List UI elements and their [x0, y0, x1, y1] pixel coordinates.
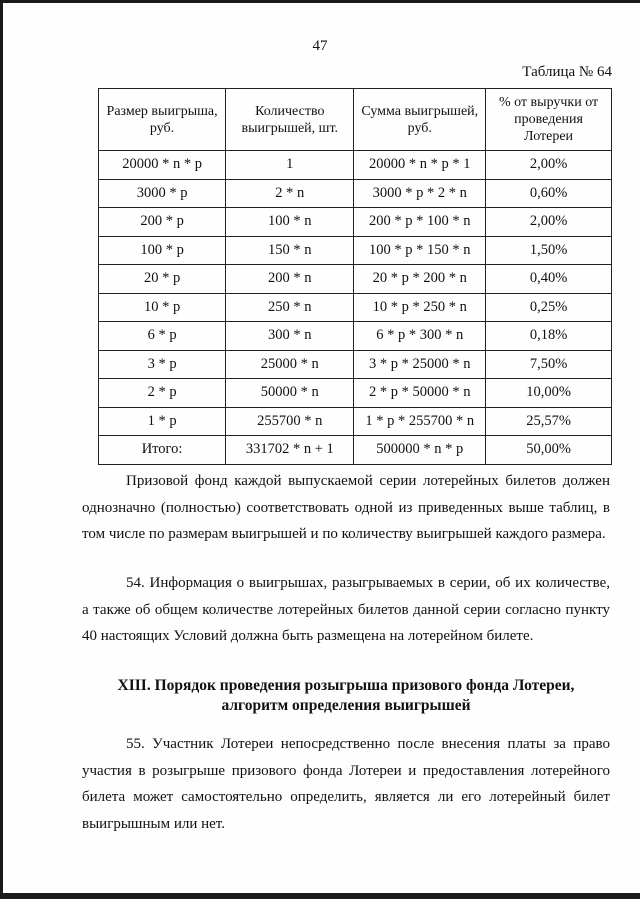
cell-prize-sum: 20 * p * 200 * n — [354, 265, 486, 294]
cell-prize-sum: 100 * p * 150 * n — [354, 236, 486, 265]
cell-prize-sum: 6 * p * 300 * n — [354, 322, 486, 351]
table-row — [99, 179, 612, 208]
cell-total-label: Итого: — [99, 436, 226, 465]
cell-revenue-percent: 2,00% — [486, 151, 612, 180]
cell-prize-size: 2 * p — [99, 379, 226, 408]
cell-revenue-percent: 2,00% — [486, 208, 612, 237]
cell-prize-size: 100 * p — [99, 236, 226, 265]
table-label: Таблица № 64 — [522, 64, 612, 80]
header-prize-size: Размер выигрыша, руб. — [99, 89, 226, 151]
cell-prize-size: 200 * p — [99, 208, 226, 237]
table-row — [99, 350, 612, 379]
cell-revenue-percent: 25,57% — [486, 407, 612, 436]
cell-prize-sum: 2 * p * 50000 * n — [354, 379, 486, 408]
cell-revenue-percent: 0,25% — [486, 293, 612, 322]
cell-prize-sum: 1 * p * 255700 * n — [354, 407, 486, 436]
table-row — [99, 322, 612, 351]
scan-border-bottom — [0, 893, 640, 899]
cell-prize-count: 150 * n — [226, 236, 354, 265]
cell-revenue-percent: 7,50% — [486, 350, 612, 379]
table-row — [99, 265, 612, 294]
header-revenue-percent: % от выручки от проведения Лотереи — [486, 89, 612, 151]
scan-border-left — [0, 0, 3, 899]
cell-prize-count: 1 — [226, 151, 354, 180]
table-row — [99, 379, 612, 408]
cell-prize-sum: 3 * p * 25000 * n — [354, 350, 486, 379]
table-row — [99, 293, 612, 322]
cell-revenue-percent: 0,60% — [486, 179, 612, 208]
page-number: 47 — [312, 38, 328, 54]
section-heading-line-2: алгоритм определения выигрышей — [221, 697, 471, 714]
paragraph-item-54: 54. Информация о выигрышах, разыгрываемых в серии, об их количестве, а также об общем количестве лотерейных билетов данной серии согласно пункту 40 настоящих Условий должна быть размещена на лотерейном билете. — [82, 575, 610, 644]
cell-prize-count: 100 * n — [226, 208, 354, 237]
cell-total-sum: 500000 * n * p — [354, 436, 486, 465]
cell-revenue-percent: 0,40% — [486, 265, 612, 294]
table-row — [99, 407, 612, 436]
cell-revenue-percent: 10,00% — [486, 379, 612, 408]
paragraph-prize-fund: Призовой фонд каждой выпускаемой серии лотерейных билетов должен однозначно (полностью) соответствовать одной из приведенных выше таблиц, в том числе по размерам выигрышей и по количеству выигрышей каждого размера. — [82, 473, 610, 542]
cell-revenue-percent: 1,50% — [486, 236, 612, 265]
section-heading-line-1: XIII. Порядок проведения розыгрыша призового фонда Лотереи, — [117, 677, 575, 694]
cell-prize-count: 2 * n — [226, 179, 354, 208]
cell-prize-count: 255700 * n — [226, 407, 354, 436]
cell-revenue-percent: 0,18% — [486, 322, 612, 351]
prize-table — [98, 88, 612, 465]
cell-prize-sum: 3000 * p * 2 * n — [354, 179, 486, 208]
paragraph-item-55: 55. Участник Лотереи непосредственно после внесения платы за право участия в розыгрыше призового фонда Лотереи и предоставления лотерейного билета может самостоятельно определить, является ли его лотерейный билет выигрышным или нет. — [82, 736, 610, 832]
cell-prize-count: 250 * n — [226, 293, 354, 322]
cell-prize-size: 3 * p — [99, 350, 226, 379]
table-header-row — [99, 89, 612, 151]
scan-border-top — [0, 0, 640, 3]
cell-prize-size: 20 * p — [99, 265, 226, 294]
header-prize-sum: Сумма выигрышей, руб. — [354, 89, 486, 151]
table-row — [99, 151, 612, 180]
cell-prize-count: 25000 * n — [226, 350, 354, 379]
cell-prize-sum: 20000 * n * p * 1 — [354, 151, 486, 180]
cell-prize-sum: 200 * p * 100 * n — [354, 208, 486, 237]
cell-total-percent: 50,00% — [486, 436, 612, 465]
cell-prize-size: 6 * p — [99, 322, 226, 351]
table-row — [99, 236, 612, 265]
header-prize-count: Количество выигрышей, шт. — [226, 89, 354, 151]
table-total-row — [99, 436, 612, 465]
table-row — [99, 208, 612, 237]
cell-prize-size: 10 * p — [99, 293, 226, 322]
cell-prize-size: 3000 * p — [99, 179, 226, 208]
cell-prize-size: 1 * p — [99, 407, 226, 436]
cell-prize-count: 50000 * n — [226, 379, 354, 408]
cell-prize-sum: 10 * p * 250 * n — [354, 293, 486, 322]
cell-prize-count: 300 * n — [226, 322, 354, 351]
cell-prize-size: 20000 * n * p — [99, 151, 226, 180]
cell-prize-count: 200 * n — [226, 265, 354, 294]
cell-total-count: 331702 * n + 1 — [226, 436, 354, 465]
section-heading — [82, 676, 610, 716]
